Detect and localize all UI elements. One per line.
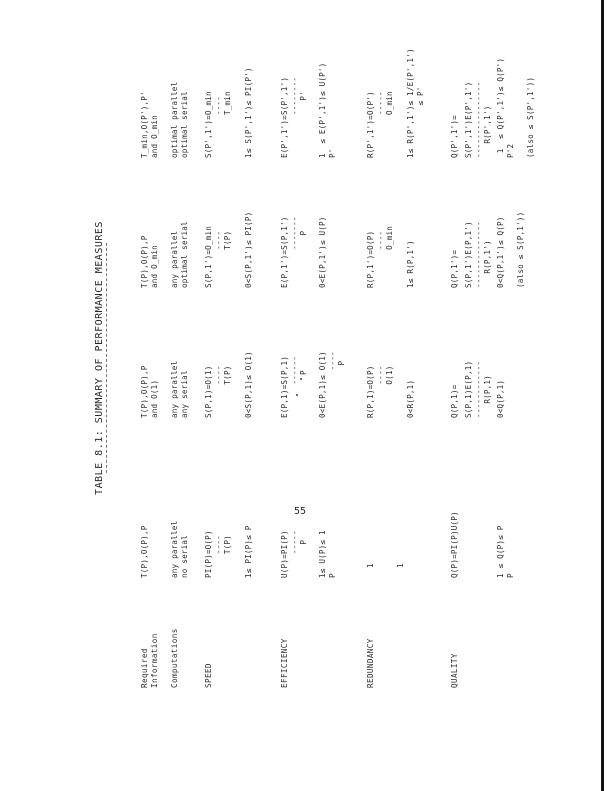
- row-label-efficiency: EFFICIENCY: [280, 638, 289, 688]
- cell-required-information-col1: T(P),O(P),P: [140, 525, 149, 578]
- cell-computations-col2: any parallel any serial: [170, 360, 189, 418]
- scan-edge: [601, 0, 604, 791]
- cell-quality-col4-bound: 1 ≤ Q(P',1')≤ Q(P') P'2: [496, 57, 515, 158]
- cell-computations-col4: optimal parallel optimal serial: [170, 81, 189, 158]
- row-label-required-information: Required Information: [140, 633, 159, 688]
- cell-speed-col4-bound: 1≤ S(P',1')≤ PI(P'): [244, 67, 253, 158]
- title-underline: [106, 243, 107, 473]
- cell-redundancy-col3: R(P,1')=O(P) ---- O_min: [366, 225, 394, 288]
- cell-efficiency-col2-bound: 0<E(P,1)≤ O(1) ---- P: [318, 351, 346, 418]
- cell-efficiency-col3: E(P,1')=S(P,1') ------- P: [280, 216, 308, 288]
- cell-computations-col3: any parallel optimal serial: [170, 221, 189, 288]
- cell-redundancy-col3-bound: 1≤ R(P,1'): [406, 240, 415, 288]
- cell-required-information-col4: T_min,O(P'),P' and O_min: [140, 91, 159, 158]
- cell-efficiency-col2: E(P,1)=S(P,1) ------ P: [280, 355, 308, 418]
- cell-redundancy-col4-bound: 1≤ R(P',1')≤ 1/E(P',1') ≤ P': [406, 48, 425, 158]
- cell-redundancy-col1: 1: [366, 563, 375, 568]
- cell-computations-col1: any parallel no serial: [170, 520, 189, 578]
- cell-efficiency-col1: U(P)=PI(P) ----- P: [280, 530, 308, 578]
- cell-redundancy-col2-bound: 0<R(P,1): [406, 379, 415, 418]
- cell-efficiency-col3-bound: 0<E(P,1')≤ U(P): [318, 216, 327, 288]
- cell-speed-col2: S(P,1)=O(1) ---- T(P): [204, 365, 232, 418]
- cell-quality-col2-expression: S(P,1)E(P,1) ------------ R(P,1): [464, 360, 492, 418]
- cell-efficiency-col4-bound: 1 ≤ E(P',1')≤ U(P') P': [318, 62, 337, 158]
- table-title: TABLE 8.1: SUMMARY OF PERFORMANCE MEASURES: [94, 221, 105, 495]
- cell-efficiency-col1-bound: 1≤ U(P)≤ 1 P: [318, 530, 337, 578]
- cell-quality-col4-expression: S(P',1')E(P',1') ---------------- R(P',1'): [464, 81, 492, 158]
- cell-quality-col2-bound: 0<Q(P,1): [496, 379, 505, 418]
- row-label-speed: SPEED: [204, 663, 213, 688]
- cell-quality-col3-expression: S(P,1')E(P,1') -------------- R(P,1'): [464, 221, 492, 288]
- cell-quality-col4-note: (also ≤ S(P',1')): [526, 76, 535, 158]
- cell-redundancy-col4: R(P',1')=O(P') ----- O_min: [366, 91, 394, 158]
- cell-speed-col1-bound: 1≤ PI(P)≤ P: [244, 525, 253, 578]
- cell-efficiency-col4: E(P',1')=S(P',1') -------- P': [280, 76, 308, 158]
- cell-required-information-col2: T(P),O(P),P and O(1): [140, 365, 159, 418]
- performance-measures-table: [92, 28, 552, 688]
- cell-quality-col4: Q(P',1')=: [450, 115, 459, 158]
- cell-quality-col3: Q(P,1')=: [450, 249, 459, 288]
- cell-speed-col1: PI(P)=O(P) ---- T(P): [204, 530, 232, 578]
- cell-speed-col4: S(P',1')=O_min ---- T_min: [204, 91, 232, 158]
- row-label-quality: QUALITY: [450, 653, 459, 688]
- row-label-redundancy: REDUNDANCY: [366, 638, 375, 688]
- cell-speed-col2-bound: 0<S(P,1)≤ O(1): [244, 351, 253, 418]
- page-number: 55: [294, 506, 307, 517]
- cell-speed-col3-bound: 0<S(P,1')≤ PI(P): [244, 211, 253, 288]
- cell-redundancy-col2: R(P,1)=O(P) ---- O(1): [366, 365, 394, 418]
- cell-quality-col1: Q(P)=PI(P)U(P): [450, 511, 459, 578]
- row-label-computations: Computations: [170, 628, 179, 688]
- cell-quality-col1-bound: 1 ≤ Q(P)≤ P P: [496, 525, 515, 578]
- cell-required-information-col3: T(P),O(P),P and O_min: [140, 235, 159, 288]
- cell-redundancy-col1-bound: 1: [396, 563, 405, 568]
- cell-speed-col3: S(P,1')=O_min ---- T(P): [204, 225, 232, 288]
- cell-quality-col3-note: (also ≤ S(P,1')): [516, 211, 525, 288]
- cell-quality-col3-bound: 0<Q(P,1')≤ Q(P): [496, 216, 505, 288]
- cell-quality-col2: Q(P,1)=: [450, 384, 459, 418]
